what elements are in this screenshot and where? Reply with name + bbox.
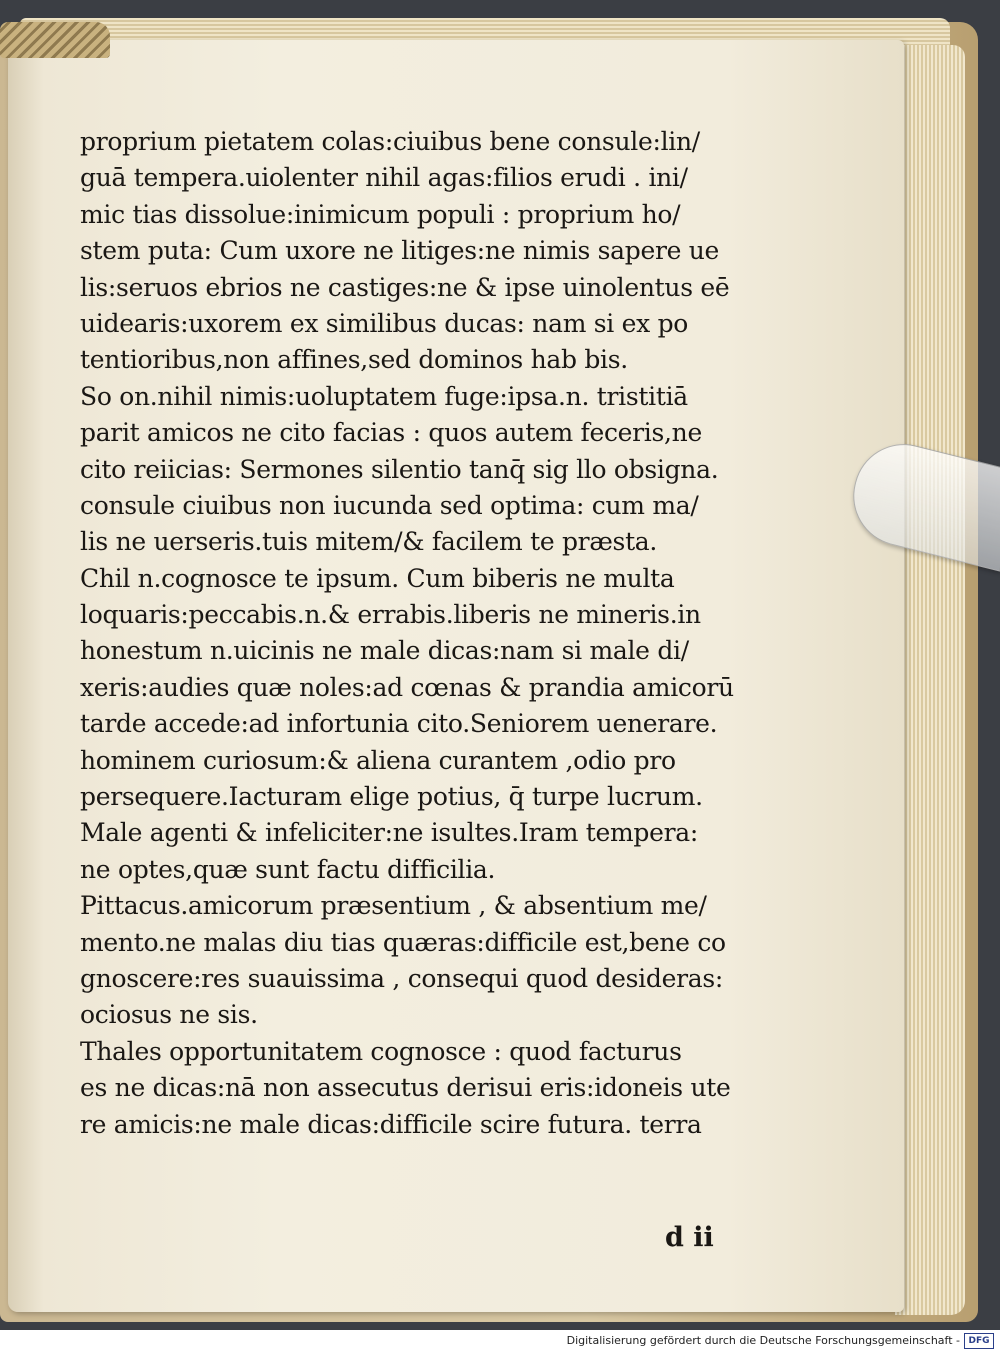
text-line: loquaris:peccabis.n.& errabis.liberis ne mineris.in: [80, 600, 701, 630]
text-line: es ne dicas:nā non assecutus derisui eris:idoneis ute: [80, 1073, 731, 1103]
text-block: [80, 124, 800, 1143]
text-line: mento.ne malas diu tias quæras:difficile est,bene co: [80, 927, 726, 957]
signature-mark: d ii: [665, 1222, 714, 1253]
dfg-logo: DFG: [964, 1333, 994, 1349]
text-line: gnoscere:res suauissima , consequi quod desideras:: [80, 963, 723, 993]
text-line: ociosus ne sis.: [80, 1000, 258, 1030]
text-line: re amicis:ne male dicas:difficile scire futura. terra: [80, 1109, 702, 1139]
text-line: Chil n.cognosce te ipsum. Cum biberis ne multa: [80, 563, 675, 593]
text-line: tarde accede:ad infortunia cito.Seniorem uenerare.: [80, 709, 718, 739]
text-line: cito reiicias: Sermones silentio tanq̄ sig llo obsigna.: [80, 454, 719, 484]
text-line: proprium pietatem colas:ciuibus bene consule:lin/: [80, 127, 700, 156]
text-line: hominem curiosum:& aliena curantem ,odio pro: [80, 745, 676, 775]
text-line: lis ne uerseris.tuis mitem/& facilem te præsta.: [80, 527, 658, 557]
text-line: persequere.Iacturam elige potius, q̄ turpe lucrum.: [80, 782, 703, 812]
text-line: tentioribus,non affines,sed dominos hab bis.: [80, 345, 628, 375]
text-line: stem puta: Cum uxore ne litiges:ne nimis sapere ue: [80, 236, 720, 266]
text-line: Male agenti & infeliciter:ne isultes.Iram tempera:: [80, 818, 698, 848]
text-line: mic tias dissolue:inimicum populi : proprium ho/: [80, 199, 681, 229]
text-line: lis:seruos ebrios ne castiges:ne & ipse uinolentus eē: [80, 272, 730, 302]
text-line: parit amicos ne cito facias : quos autem feceris,ne: [80, 418, 702, 448]
footer-bar: [0, 1330, 1000, 1353]
text-line: xeris:audies quæ noles:ad cœnas & prandia amicorū: [80, 672, 734, 702]
headband: [0, 22, 110, 58]
text-line: ne optes,quæ sunt factu difficilia.: [80, 854, 496, 884]
text-line: consule ciuibus non iucunda sed optima: cum ma/: [80, 490, 699, 520]
text-line: honestum n.uicinis ne male dicas:nam si male di/: [80, 636, 689, 666]
text-line: guā tempera.uiolenter nihil agas:filios erudi . ini/: [80, 163, 688, 193]
text-line: So on.nihil nimis:uoluptatem fuge:ipsa.n. tristitiā: [80, 381, 688, 411]
text-line: Thales opportunitatem cognosce : quod facturus: [80, 1036, 682, 1066]
text-line: uidearis:uxorem ex similibus ducas: nam si ex po: [80, 308, 689, 338]
page-fore-edge: [895, 45, 965, 1315]
text-line: Pittacus.amicorum præsentium , & absentium me/: [80, 891, 707, 921]
funding-credit: Digitalisierung gefördert durch die Deutsche Forschungsgemeinschaft -: [566, 1334, 960, 1347]
